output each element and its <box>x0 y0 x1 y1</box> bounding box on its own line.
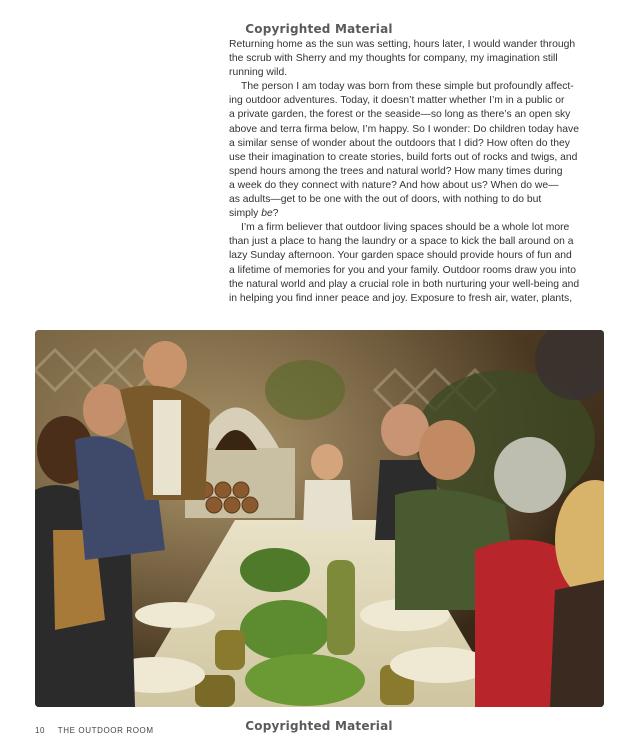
emphasis: be <box>261 208 273 220</box>
text-line: ing outdoor adventures. Today, it doesn’t matter whether I’m in a public or <box>229 95 565 107</box>
text-line: use their imagination to create stories, build forts out of rocks and twigs, and <box>229 151 578 163</box>
body-text <box>229 38 599 306</box>
text-line: lazy Sunday afternoon. Your garden space should provide hours of fun and <box>229 250 572 262</box>
copyright-watermark-top: Copyrighted Material <box>245 22 393 36</box>
text-line: a lifetime of memories for you and your family. Outdoor rooms draw you into <box>229 264 577 276</box>
paragraph-1 <box>229 38 599 80</box>
text-line: as adults—get to be one with the out of doors, with nothing to do but <box>229 194 542 206</box>
text-line: a similar sense of wonder about the outdoors that I did? How often do they <box>229 137 570 149</box>
text-line: a private garden, the forest or the seaside—so long as there’s an open sky <box>229 109 571 121</box>
copyright-watermark-bottom: Copyrighted Material <box>245 719 393 733</box>
text-line: running wild. <box>229 67 288 79</box>
text-line: the scrub with Sherry and my thoughts for company, my imagination still <box>229 53 558 65</box>
text-line: above and terra firma below, I’m happy. So I wonder: Do children today have <box>229 123 579 135</box>
text-line: spend hours among the trees and natural world? How many times during <box>229 165 563 177</box>
page-footer <box>35 726 154 735</box>
text-line: simply be? <box>229 208 279 220</box>
paragraph-2 <box>229 80 599 221</box>
running-title: THE OUTDOOR ROOM <box>57 726 154 735</box>
outdoor-dinner-photo <box>35 330 604 707</box>
text-line: the natural world and play a crucial role in both nurturing your well-being and <box>229 278 580 290</box>
paragraph-3 <box>229 221 599 306</box>
text-line: Returning home as the sun was setting, hours later, I would wander through <box>229 39 576 50</box>
text-line: than just a place to hang the laundry or a space to kick the ball around on a <box>229 236 574 248</box>
text-line: I’m a firm believer that outdoor living spaces should be a whole lot more <box>241 222 570 234</box>
text-line: in helping you find inner peace and joy. Exposure to fresh air, water, plants, <box>229 292 573 304</box>
text-line: The person I am today was born from these simple but profoundly affect- <box>241 81 574 93</box>
photo-illustration <box>35 330 604 707</box>
page-number: 10 <box>35 726 46 735</box>
text-line: a week do they connect with nature? And how about us? When do we— <box>229 179 559 191</box>
